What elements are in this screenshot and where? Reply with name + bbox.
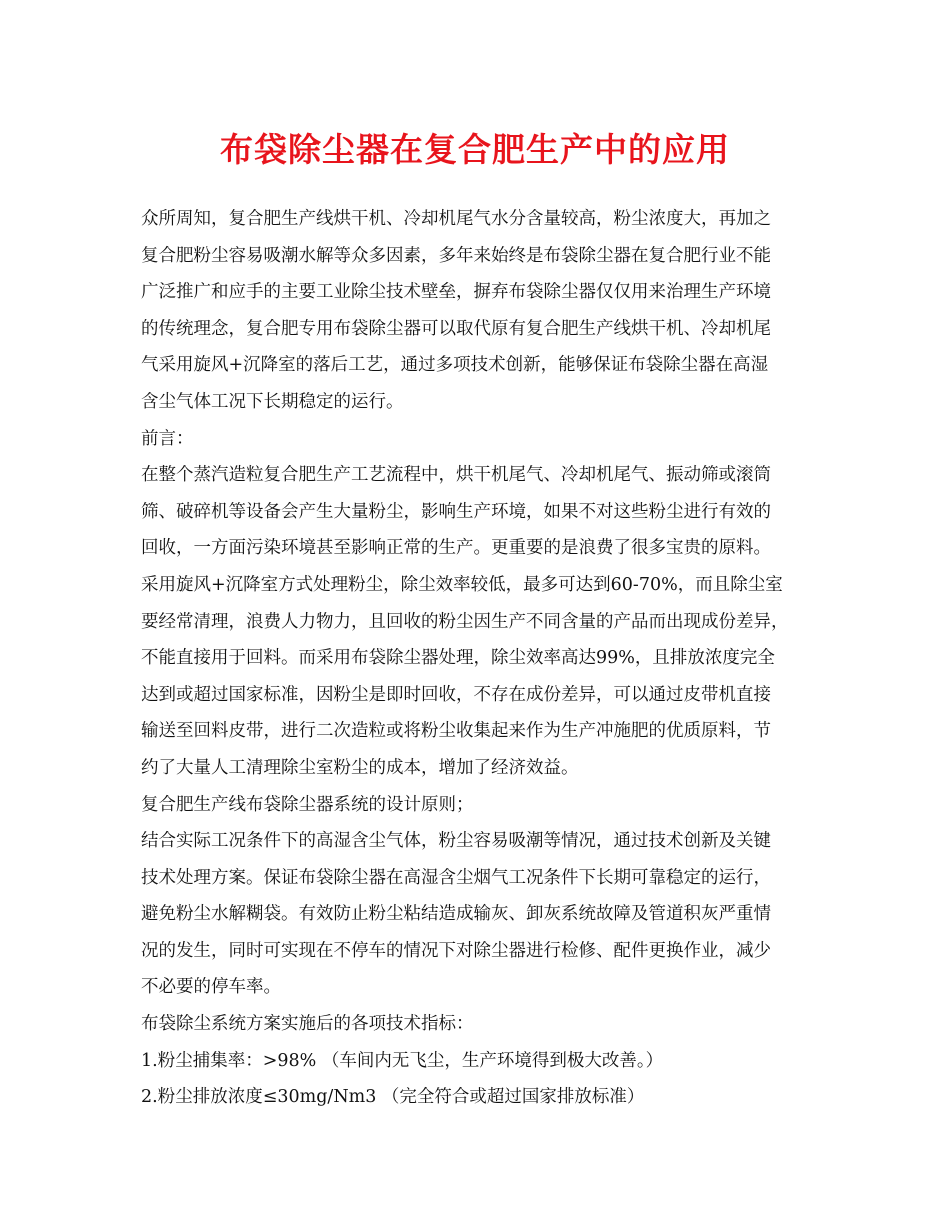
body-line: 技术处理方案。保证布袋除尘器在高湿含尘烟气工况条件下长期可靠稳定的运行， [141, 867, 771, 888]
body-line: 输送至回料皮带，进行二次造粒或将粉尘收集起来作为生产冲施肥的优质原料，节 [141, 721, 771, 742]
body-line: 况的发生，同时可实现在不停车的情况下对除尘器进行检修、配件更换作业，减少 [141, 940, 771, 961]
document-title: 布袋除尘器在复合肥生产中的应用 [220, 130, 730, 169]
body-line: 达到或超过国家标准，因粉尘是即时回收，不存在成份差异，可以通过皮带机直接 [141, 684, 771, 705]
section-heading-technical-indicators: 布袋除尘系统方案实施后的各项技术指标： [141, 1014, 474, 1035]
body-line: 避免粉尘水解糊袋。有效防止粉尘粘结造成输灰、卸灰系统故障及管道积灰严重情 [141, 904, 771, 925]
body-line: 不能直接用于回料。而采用布袋除尘器处理，除尘效率高达99%，且排放浓度完全 [141, 648, 775, 669]
body-line: 众所周知，复合肥生产线烘干机、冷却机尾气水分含量较高，粉尘浓度大，再加之 [141, 209, 771, 229]
body-line: 含尘气体工况下长期稳定的运行。 [141, 391, 404, 412]
body-line: 不必要的停车率。 [141, 977, 281, 998]
body-line: 在整个蒸汽造粒复合肥生产工艺流程中，烘干机尾气、冷却机尾气、振动筛或滚筒 [141, 465, 771, 486]
body-line: 采用旋风+沉降室方式处理粉尘，除尘效率较低，最多可达到60-70%，而且除尘室 [141, 574, 783, 595]
indicator-item: 2.粉尘排放浓度≤30mg/Nm3 （完全符合或超过国家排放标准） [141, 1087, 645, 1108]
section-heading-design-principles: 复合肥生产线布袋除尘器系统的设计原则； [141, 794, 474, 815]
body-line: 要经常清理，浪费人力物力，且回收的粉尘因生产不同含量的产品而出现成份差异， [141, 611, 789, 632]
indicator-item: 1.粉尘捕集率：>98% （车间内无飞尘，生产环境得到极大改善。） [141, 1050, 664, 1071]
body-line: 回收，一方面污染环境甚至影响正常的生产。更重要的是浪费了很多宝贵的原料。 [141, 538, 771, 559]
body-line: 复合肥粉尘容易吸潮水解等众多因素，多年来始终是布袋除尘器在复合肥行业不能 [141, 245, 771, 266]
body-line: 筛、破碎机等设备会产生大量粉尘，影响生产环境，如果不对这些粉尘进行有效的 [141, 501, 771, 522]
body-line: 约了大量人工清理除尘室粉尘的成本，增加了经济效益。 [141, 757, 579, 778]
document-body [141, 201, 816, 1116]
body-line: 气采用旋风+沉降室的落后工艺，通过多项技术创新，能够保证布袋除尘器在高湿 [141, 355, 769, 376]
body-line: 广泛推广和应手的主要工业除尘技术壁垒，摒弃布袋除尘器仅仅用来治理生产环境 [141, 282, 771, 303]
body-line: 的传统理念，复合肥专用布袋除尘器可以取代原有复合肥生产线烘干机、冷却机尾 [141, 318, 771, 339]
section-heading-preface: 前言： [141, 428, 194, 449]
body-line: 结合实际工况条件下的高湿含尘气体，粉尘容易吸潮等情况，通过技术创新及关键 [141, 831, 771, 852]
